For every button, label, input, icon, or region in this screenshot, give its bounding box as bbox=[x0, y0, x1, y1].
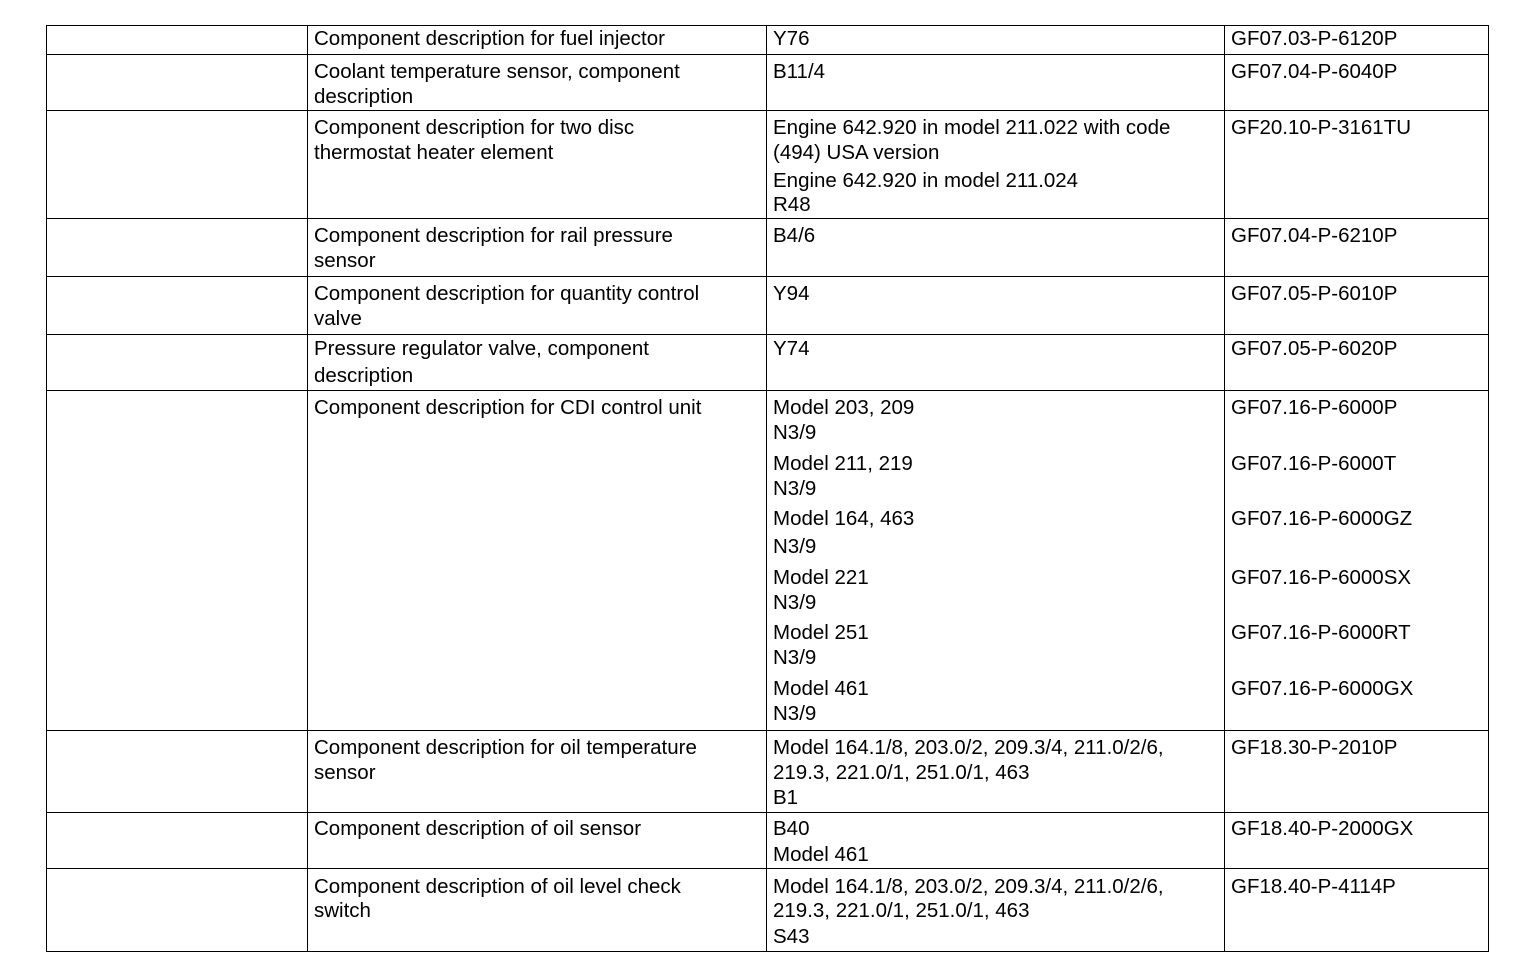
description-text: sensor bbox=[314, 761, 376, 784]
description-text: thermostat heater element bbox=[314, 141, 554, 164]
document-cell bbox=[1225, 335, 1488, 390]
designation-text: N3/9 bbox=[773, 477, 817, 500]
description-cell bbox=[308, 219, 767, 276]
designation-text: Model 164, 463 bbox=[773, 507, 915, 530]
document-cell bbox=[1225, 277, 1488, 334]
designation-text: Model 203, 209 bbox=[773, 396, 915, 419]
description-text: Component description for oil temperature bbox=[314, 736, 697, 759]
description-text: Component description for two disc bbox=[314, 116, 635, 139]
designation-text: B4/6 bbox=[773, 224, 816, 247]
document-number: GF20.10-P-3161TU bbox=[1231, 116, 1412, 139]
designation-text: B40 bbox=[773, 817, 810, 840]
description-cell bbox=[308, 391, 767, 730]
designation-cell bbox=[767, 55, 1225, 110]
description-cell bbox=[308, 731, 767, 812]
empty-cell bbox=[47, 869, 308, 951]
table-row bbox=[46, 812, 1489, 869]
description-text: Component description for quantity control bbox=[314, 282, 700, 305]
designation-cell bbox=[767, 335, 1225, 390]
description-text: Pressure regulator valve, component bbox=[314, 337, 650, 360]
document-number: GF07.05-P-6010P bbox=[1231, 282, 1398, 305]
description-text: switch bbox=[314, 899, 371, 922]
designation-text: N3/9 bbox=[773, 421, 817, 444]
component-table bbox=[46, 25, 1489, 952]
document-cell bbox=[1225, 111, 1488, 218]
designation-cell bbox=[767, 869, 1225, 951]
designation-text: Y74 bbox=[773, 337, 810, 360]
document-number: GF07.04-P-6210P bbox=[1231, 224, 1398, 247]
designation-cell bbox=[767, 731, 1225, 812]
document-cell bbox=[1225, 731, 1488, 812]
designation-text: N3/9 bbox=[773, 591, 817, 614]
description-cell bbox=[308, 869, 767, 951]
document-cell bbox=[1225, 55, 1488, 110]
designation-text: N3/9 bbox=[773, 535, 817, 558]
designation-cell bbox=[767, 219, 1225, 276]
empty-cell bbox=[47, 813, 308, 868]
designation-text: Model 164.1/8, 203.0/2, 209.3/4, 211.0/2/6, bbox=[773, 736, 1164, 759]
description-cell bbox=[308, 26, 767, 54]
document-number: GF18.40-P-4114P bbox=[1231, 875, 1396, 898]
document-number: GF07.16-P-6000GX bbox=[1231, 677, 1414, 700]
empty-cell bbox=[47, 277, 308, 334]
empty-cell bbox=[47, 111, 308, 218]
table-row bbox=[46, 334, 1489, 391]
empty-cell bbox=[47, 731, 308, 812]
description-cell bbox=[308, 111, 767, 218]
designation-text: B11/4 bbox=[773, 60, 826, 83]
designation-text: Model 211, 219 bbox=[773, 452, 913, 475]
document-number: GF07.05-P-6020P bbox=[1231, 337, 1398, 360]
designation-text: Model 164.1/8, 203.0/2, 209.3/4, 211.0/2/6, bbox=[773, 875, 1164, 898]
designation-text: N3/9 bbox=[773, 702, 817, 725]
document-cell bbox=[1225, 869, 1488, 951]
designation-text: Model 461 bbox=[773, 843, 869, 866]
document-number: GF07.04-P-6040P bbox=[1231, 60, 1398, 83]
designation-text: Model 251 bbox=[773, 621, 869, 644]
document-number: GF07.03-P-6120P bbox=[1231, 27, 1398, 50]
document-cell bbox=[1225, 26, 1488, 54]
designation-cell bbox=[767, 277, 1225, 334]
table-row bbox=[46, 110, 1489, 219]
description-text: Component description of oil level check bbox=[314, 875, 681, 898]
empty-cell bbox=[47, 26, 308, 54]
table-row bbox=[46, 25, 1489, 55]
document-number: GF07.16-P-6000P bbox=[1231, 396, 1398, 419]
description-text: Component description for CDI control unit bbox=[314, 396, 702, 419]
empty-cell bbox=[47, 55, 308, 110]
designation-cell bbox=[767, 111, 1225, 218]
description-text: description bbox=[314, 85, 414, 108]
designation-text: B1 bbox=[773, 786, 799, 809]
designation-text: Engine 642.920 in model 211.024 bbox=[773, 169, 1079, 192]
table-row bbox=[46, 218, 1489, 277]
description-text: Coolant temperature sensor, component bbox=[314, 60, 680, 83]
document-number: GF07.16-P-6000T bbox=[1231, 452, 1397, 475]
description-text: Component description for rail pressure bbox=[314, 224, 673, 247]
document-number: GF18.30-P-2010P bbox=[1231, 736, 1398, 759]
designation-text: S43 bbox=[773, 925, 810, 948]
document-number: GF07.16-P-6000RT bbox=[1231, 621, 1411, 644]
table-row bbox=[46, 868, 1489, 952]
designation-cell bbox=[767, 26, 1225, 54]
designation-text: N3/9 bbox=[773, 646, 817, 669]
description-cell bbox=[308, 55, 767, 110]
table-row bbox=[46, 54, 1489, 111]
document-cell bbox=[1225, 219, 1488, 276]
table-row bbox=[46, 390, 1489, 731]
description-text: valve bbox=[314, 307, 362, 330]
description-cell bbox=[308, 813, 767, 868]
designation-text: Model 461 bbox=[773, 677, 869, 700]
designation-text: Engine 642.920 in model 211.022 with code bbox=[773, 116, 1171, 139]
empty-cell bbox=[47, 391, 308, 730]
table-row bbox=[46, 730, 1489, 813]
designation-text: Y76 bbox=[773, 27, 810, 50]
document-number: GF18.40-P-2000GX bbox=[1231, 817, 1414, 840]
table-row bbox=[46, 276, 1489, 335]
description-cell bbox=[308, 335, 767, 390]
description-text: Component description for fuel injector bbox=[314, 27, 665, 50]
designation-text: Y94 bbox=[773, 282, 810, 305]
description-text: description bbox=[314, 364, 414, 387]
document-number: GF07.16-P-6000GZ bbox=[1231, 507, 1413, 530]
document-cell bbox=[1225, 813, 1488, 868]
description-text: Component description of oil sensor bbox=[314, 817, 642, 840]
designation-text: 219.3, 221.0/1, 251.0/1, 463 bbox=[773, 761, 1030, 784]
description-text: sensor bbox=[314, 249, 376, 272]
designation-cell bbox=[767, 813, 1225, 868]
document-number: GF07.16-P-6000SX bbox=[1231, 566, 1412, 589]
designation-text: R48 bbox=[773, 193, 811, 216]
document-cell bbox=[1225, 391, 1488, 730]
empty-cell bbox=[47, 335, 308, 390]
empty-cell bbox=[47, 219, 308, 276]
designation-text: 219.3, 221.0/1, 251.0/1, 463 bbox=[773, 899, 1030, 922]
description-cell bbox=[308, 277, 767, 334]
designation-cell bbox=[767, 391, 1225, 730]
designation-text: (494) USA version bbox=[773, 141, 940, 164]
designation-text: Model 221 bbox=[773, 566, 869, 589]
